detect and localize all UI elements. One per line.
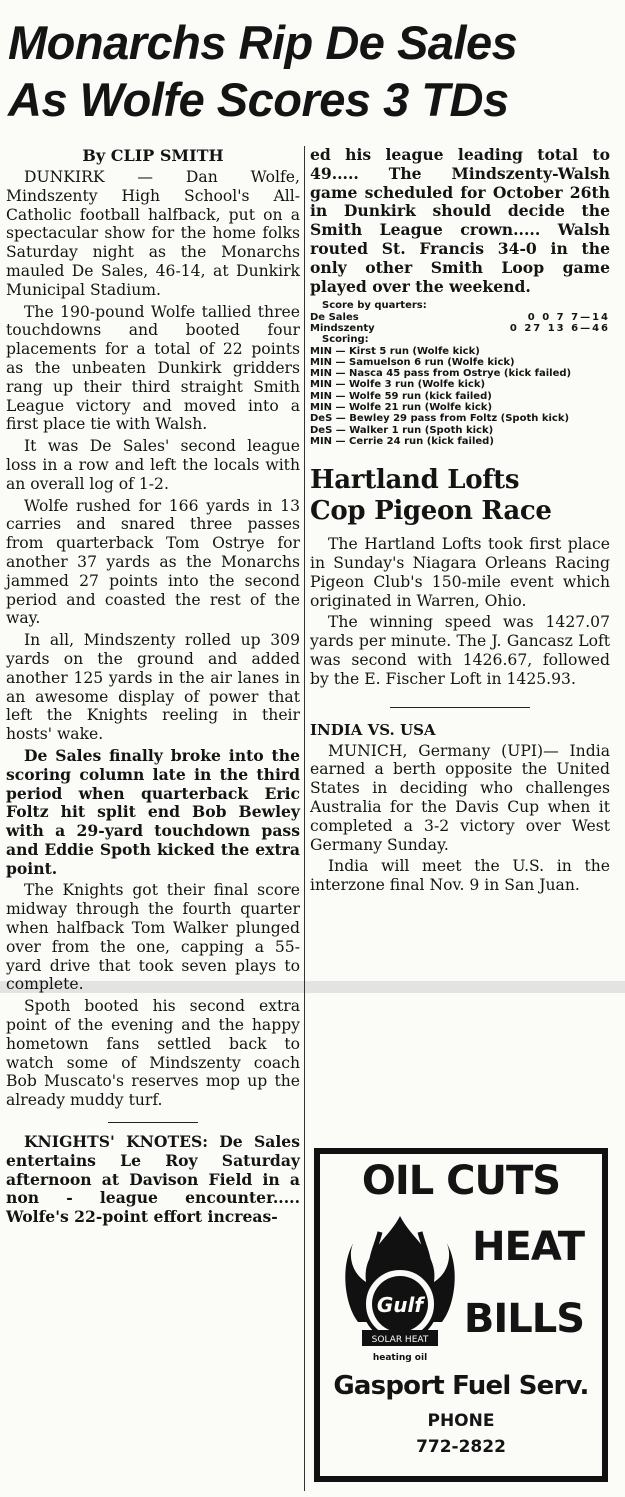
scoring-summary bbox=[310, 300, 610, 447]
scoring-play: MIN — Wolfe 21 run (Wolfe kick) bbox=[310, 402, 493, 414]
scoring-play: MIN — Cerrie 24 run (kick failed) bbox=[310, 435, 494, 447]
pigeon-paragraph-2: The winning speed was 1427.07 yards per minute. The J. Gancasz Loft was second with 1426.67, followed by the E. Fischer Loft in 1425.93. bbox=[310, 613, 610, 688]
knights-knotes: KNIGHTS' KNOTES: De Sales entertains Le Roy Saturday afternoon at Davison Field in a non - league encounter..... Wolfe's 22-point effort increas- bbox=[6, 1132, 300, 1227]
column-rule bbox=[304, 146, 305, 1491]
section-divider bbox=[390, 707, 530, 708]
paragraph-8: Spoth booted his second extra point of the evening and the happy hometown fans settled back to watch some of Mindszenty coach Bob Muscato's reserves mop up the already muddy turf. bbox=[6, 997, 300, 1110]
ad-headline-1: OIL CUTS bbox=[361, 1158, 561, 1204]
paragraph-3: It was De Sales' second league loss in a row and left the locals with an overall log of 1-2. bbox=[6, 437, 300, 493]
scoring-label: Scoring: bbox=[322, 334, 369, 346]
india-paragraph-2: India will meet the U.S. in the interzone final Nov. 9 in San Juan. bbox=[310, 857, 610, 895]
paragraph-5: In all, Mindszenty rolled up 309 yards on the ground and added another 125 yards in the air lanes in an awesome display of power that left the Knights reeling in their hosts' wake. bbox=[6, 631, 300, 744]
heating-oil-label: heating oil bbox=[372, 1353, 428, 1363]
gulf-flame-logo bbox=[340, 1212, 460, 1370]
paragraph-1: DUNKIRK — Dan Wolfe, Mindszenty High School's All-Catholic football halfback, put on a spectacular show for the home folks Saturday night as the Monarchs mauled De Sales, 46-14, at Dunkirk Municipal Stadium. bbox=[6, 168, 300, 299]
fuel-advertisement bbox=[314, 1148, 608, 1482]
section-divider bbox=[108, 1122, 198, 1123]
score-row-desales: De Sales 0 0 7 7—14 bbox=[310, 311, 610, 323]
paragraph-4: Wolfe rushed for 166 yards in 13 carries and snared three passes from quarterback Tom Ostrye for another 37 yards as the Monarchs jammed 27 points into the second period and coasted the rest of the way. bbox=[6, 496, 300, 628]
headline bbox=[8, 14, 618, 128]
continued-text: ed his league leading total to 49..... The Mindszenty-Walsh game scheduled for October 26th in Dunkirk should decide the Smith League crown..... Walsh routed St. Francis 34-0 in the only other Smith Loop game played over the weekend. bbox=[310, 145, 610, 296]
india-paragraph-1: MUNICH, Germany (UPI)— India earned a berth opposite the United States in deciding who challenges Australia for the Davis Cup when it completed a 3-2 victory over West Germany Sunday. bbox=[310, 741, 610, 854]
scoring-play: MIN — Samuelson 6 run (Wolfe kick) bbox=[310, 356, 515, 368]
pigeon-paragraph-1: The Hartland Lofts took first place in Sunday's Niagara Orleans Racing Pigeon Club's 150-mile event which originated in Warren, Ohio. bbox=[310, 535, 610, 610]
pigeon-race-headline: Hartland Lofts Cop Pigeon Race bbox=[310, 465, 552, 527]
ad-headline-2: HEAT bbox=[472, 1224, 584, 1270]
score-row-mindszenty: Mindszenty 0 27 13 6—46 bbox=[310, 322, 610, 334]
scoring-play: DeS — Bewley 29 pass from Foltz (Spoth kick) bbox=[310, 413, 570, 425]
ad-phone-label: PHONE bbox=[427, 1411, 495, 1431]
india-headline: INDIA VS. USA bbox=[310, 720, 436, 739]
byline: By CLIP SMITH bbox=[82, 146, 224, 165]
ad-phone-number: 772-2822 bbox=[416, 1437, 506, 1457]
paragraph-2: The 190-pound Wolfe tallied three touchdowns and booted four placements for a total of 22 points as the unbeaten Dunkirk gridders rang up their third straight Smith League victory and moved into a first place tie with Walsh. bbox=[6, 302, 300, 434]
paragraph-7: The Knights got their final score midway through the fourth quarter when halfback Tom Walker plunged over from the one, capping a 55-yard drive that took seven plays to complete. bbox=[6, 881, 300, 994]
ad-headline-3: BILLS bbox=[463, 1296, 584, 1342]
ad-company-name: Gasport Fuel Serv. bbox=[333, 1371, 589, 1401]
headline-line-2: As Wolfe Scores 3 TDs bbox=[8, 73, 509, 126]
scoring-play: MIN — Nasca 45 pass from Ostrye (kick failed) bbox=[310, 368, 572, 380]
right-column bbox=[310, 146, 610, 895]
scoring-play: MIN — Kirst 5 run (Wolfe kick) bbox=[310, 345, 480, 357]
left-column bbox=[6, 146, 300, 1227]
scoring-play: DeS — Walker 1 run (Spoth kick) bbox=[310, 424, 494, 436]
scoring-play: MIN — Wolfe 3 run (Wolfe kick) bbox=[310, 379, 486, 391]
solar-heat-label: SOLAR HEAT bbox=[371, 1335, 429, 1345]
gulf-logo-text: Gulf bbox=[376, 1293, 424, 1317]
score-by-quarters-label: Score by quarters: bbox=[322, 300, 427, 312]
headline-line-1: Monarchs Rip De Sales bbox=[8, 16, 518, 69]
paragraph-6: De Sales finally broke into the scoring column late in the third period when quarterback Eric Foltz hit split end Bob Bewley with a 29-yard touchdown pass and Eddie Spoth kicked the extra point. bbox=[6, 745, 300, 878]
scoring-play: MIN — Wolfe 59 run (kick failed) bbox=[310, 390, 492, 402]
